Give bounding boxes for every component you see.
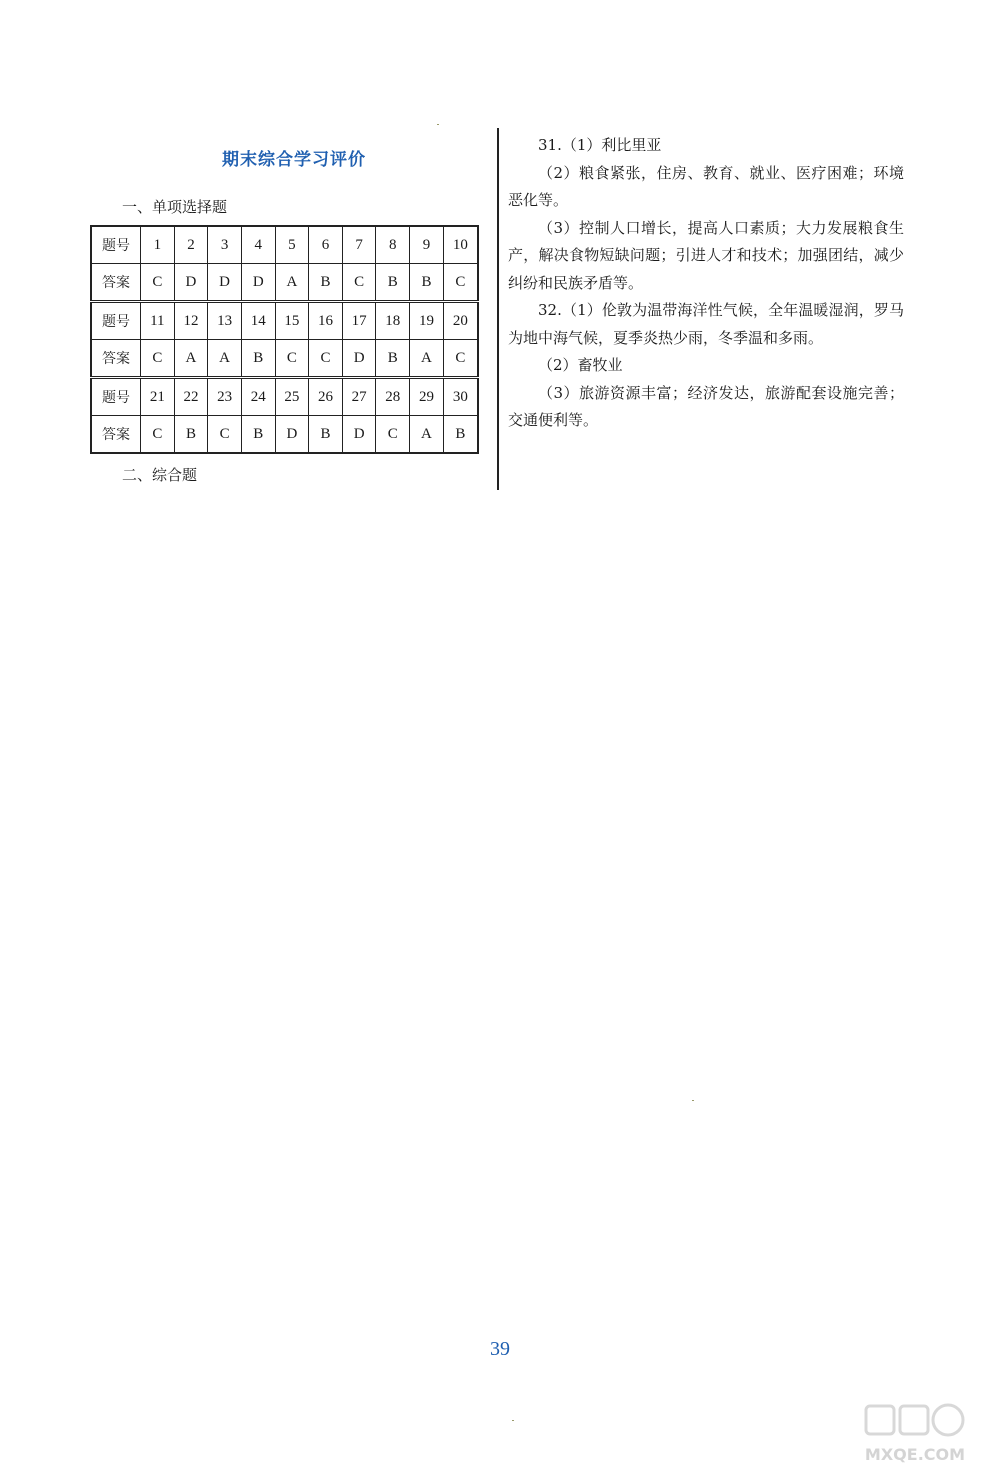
answer-cell: D: [208, 264, 242, 302]
row-label-question: 题号: [91, 226, 141, 264]
answer-cell: C: [141, 340, 175, 378]
answer-cell: B: [174, 416, 208, 454]
answer-row: [91, 416, 478, 454]
answer-cell: C: [309, 340, 343, 378]
question-row: [91, 226, 478, 264]
answer-32-2: （2）畜牧业: [538, 356, 623, 374]
question-number-cell: 17: [342, 302, 376, 340]
question-number-cell: 24: [241, 378, 275, 416]
question-number-cell: 19: [410, 302, 444, 340]
question-number-cell: 5: [275, 226, 309, 264]
answer-cell: B: [443, 416, 478, 454]
question-number-cell: 28: [376, 378, 410, 416]
row-label-answer: 答案: [91, 264, 141, 302]
watermark-logo: [860, 1400, 970, 1468]
question-number-cell: 23: [208, 378, 242, 416]
answer-table-body: [91, 226, 478, 453]
row-label-question: 题号: [91, 302, 141, 340]
right-column: [508, 132, 904, 435]
question-number-cell: 14: [241, 302, 275, 340]
answer-table: [90, 225, 479, 454]
answer-cell: B: [241, 416, 275, 454]
question-number-cell: 4: [241, 226, 275, 264]
column-divider: [497, 128, 499, 490]
section-heading-comprehensive: 二、综合题: [122, 466, 198, 484]
answer-cell: C: [443, 264, 478, 302]
speck: [692, 1100, 694, 1101]
question-number-cell: 12: [174, 302, 208, 340]
answer-cell: A: [174, 340, 208, 378]
answer-cell: D: [342, 416, 376, 454]
question-number-cell: 16: [309, 302, 343, 340]
answer-32-1: 32.（1）伦敦为温带海洋性气候，全年温暖湿润，罗马为地中海气候，夏季炎热少雨，冬季温和多雨。: [508, 301, 904, 347]
question-number-cell: 10: [443, 226, 478, 264]
question-number-cell: 27: [342, 378, 376, 416]
page-number: 39: [490, 1338, 510, 1360]
answer-cell: D: [275, 416, 309, 454]
question-number-cell: 3: [208, 226, 242, 264]
speck: [437, 124, 439, 125]
answer-cell: B: [241, 340, 275, 378]
answer-cell: B: [309, 416, 343, 454]
answer-cell: A: [208, 340, 242, 378]
left-column: [90, 145, 480, 485]
answer-cell: A: [410, 416, 444, 454]
question-number-cell: 29: [410, 378, 444, 416]
answer-row: [91, 340, 478, 378]
question-number-cell: 2: [174, 226, 208, 264]
row-label-answer: 答案: [91, 416, 141, 454]
question-number-cell: 11: [141, 302, 175, 340]
answer-cell: C: [275, 340, 309, 378]
answer-31-3: （3）控制人口增长，提高人口素质；大力发展粮食生产，解决食物短缺问题；引进人才和技术；加强团结，减少纠纷和民族矛盾等。: [508, 218, 904, 292]
question-number-cell: 7: [342, 226, 376, 264]
row-label-answer: 答案: [91, 340, 141, 378]
answer-cell: C: [443, 340, 478, 378]
answer-cell: C: [376, 416, 410, 454]
question-number-cell: 6: [309, 226, 343, 264]
answer-cell: D: [174, 264, 208, 302]
answer-cell: C: [141, 416, 175, 454]
answer-cell: B: [309, 264, 343, 302]
watermark-text: MXQE.COM: [864, 1445, 966, 1464]
answer-31-1: 31.（1）利比里亚: [538, 136, 662, 154]
question-number-cell: 13: [208, 302, 242, 340]
answer-cell: B: [410, 264, 444, 302]
answer-cell: C: [141, 264, 175, 302]
answer-row: [91, 264, 478, 302]
answer-cell: D: [241, 264, 275, 302]
answer-31-2: （2）粮食紧张，住房、教育、就业、医疗困难；环境恶化等。: [508, 163, 904, 209]
answer-cell: D: [342, 340, 376, 378]
page-title: 期末综合学习评价: [222, 150, 366, 170]
question-number-cell: 9: [410, 226, 444, 264]
answer-cell: B: [376, 340, 410, 378]
answer-32-3: （3）旅游资源丰富；经济发达，旅游配套设施完善；交通便利等。: [508, 383, 904, 429]
row-label-question: 题号: [91, 378, 141, 416]
question-number-cell: 1: [141, 226, 175, 264]
answer-cell: C: [208, 416, 242, 454]
question-row: [91, 302, 478, 340]
question-number-cell: 20: [443, 302, 478, 340]
question-row: [91, 378, 478, 416]
section-heading-choice: 一、单项选择题: [122, 198, 228, 216]
question-number-cell: 25: [275, 378, 309, 416]
question-number-cell: 21: [141, 378, 175, 416]
answer-cell: A: [275, 264, 309, 302]
answer-cell: C: [342, 264, 376, 302]
speck: [512, 1420, 514, 1421]
answer-cell: A: [410, 340, 444, 378]
answer-cell: B: [376, 264, 410, 302]
question-number-cell: 26: [309, 378, 343, 416]
question-number-cell: 8: [376, 226, 410, 264]
question-number-cell: 15: [275, 302, 309, 340]
question-number-cell: 30: [443, 378, 478, 416]
question-number-cell: 22: [174, 378, 208, 416]
question-number-cell: 18: [376, 302, 410, 340]
